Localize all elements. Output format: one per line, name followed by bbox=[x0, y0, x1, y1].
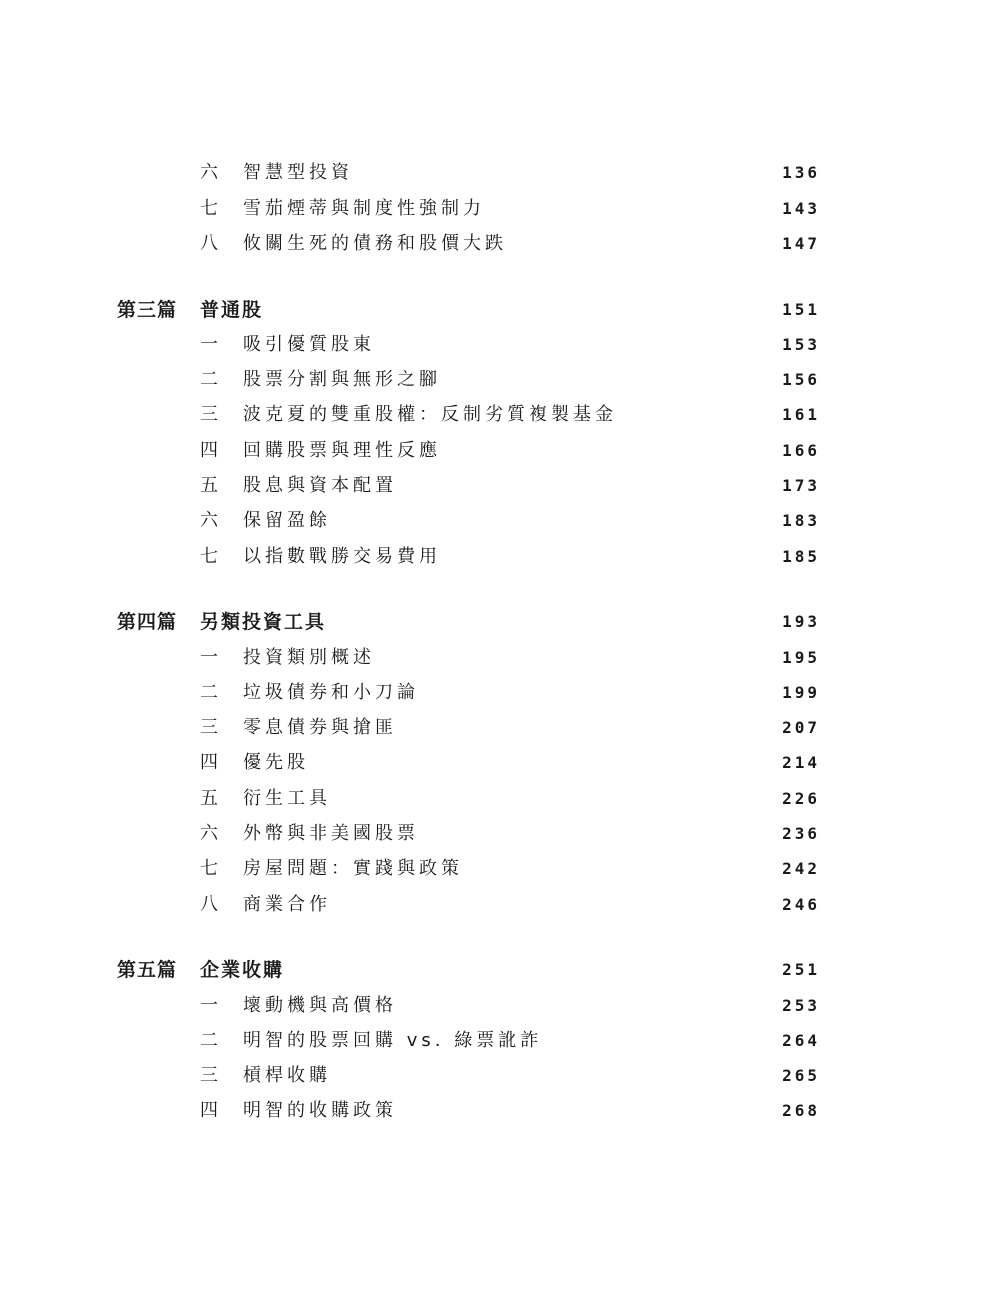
part-number: 第三篇 bbox=[117, 299, 178, 321]
chapter-number: 一 bbox=[200, 334, 218, 355]
chapter-number: 六 bbox=[200, 823, 218, 844]
chapter-number: 八 bbox=[200, 894, 218, 915]
part-number: 第五篇 bbox=[117, 959, 178, 981]
chapter-number: 六 bbox=[200, 162, 218, 183]
page-number: 166 bbox=[782, 441, 820, 460]
chapter-title: 雪茄煙蒂與制度性強制力 bbox=[243, 198, 485, 219]
page-number: 185 bbox=[782, 547, 820, 566]
chapter-number: 四 bbox=[200, 440, 218, 461]
page-number: 268 bbox=[782, 1101, 820, 1120]
chapter-number: 七 bbox=[200, 198, 218, 219]
chapter-number: 二 bbox=[200, 369, 218, 390]
chapter-title: 攸關生死的債務和股價大跌 bbox=[243, 233, 507, 254]
toc-chapter-row bbox=[0, 542, 1000, 572]
part-title: 企業收購 bbox=[200, 959, 285, 981]
toc-chapter-row bbox=[0, 506, 1000, 536]
page-number: 147 bbox=[782, 234, 820, 253]
chapter-number: 三 bbox=[200, 404, 218, 425]
chapter-title: 回購股票與理性反應 bbox=[243, 440, 441, 461]
chapter-number: 七 bbox=[200, 546, 218, 567]
page-number: 226 bbox=[782, 789, 820, 808]
chapter-number: 五 bbox=[200, 475, 218, 496]
toc-chapter-row bbox=[0, 748, 1000, 778]
page-number: 251 bbox=[782, 960, 820, 979]
toc-chapter-row bbox=[0, 400, 1000, 430]
toc-chapter-row bbox=[0, 713, 1000, 743]
chapter-title: 外幣與非美國股票 bbox=[243, 823, 419, 844]
page-number: 161 bbox=[782, 405, 820, 424]
part-title: 普通股 bbox=[200, 299, 264, 321]
chapter-title: 智慧型投資 bbox=[243, 162, 353, 183]
page-number: 199 bbox=[782, 683, 820, 702]
toc-part-row bbox=[0, 607, 1000, 637]
chapter-number: 三 bbox=[200, 1065, 218, 1086]
chapter-number: 二 bbox=[200, 1030, 218, 1051]
chapter-title: 商業合作 bbox=[243, 894, 331, 915]
part-title: 另類投資工具 bbox=[200, 611, 327, 633]
toc-chapter-row bbox=[0, 1096, 1000, 1126]
toc-part-row bbox=[0, 955, 1000, 985]
chapter-title: 槓桿收購 bbox=[243, 1065, 331, 1086]
chapter-title: 優先股 bbox=[243, 752, 309, 773]
toc-chapter-row bbox=[0, 158, 1000, 188]
page-number: 207 bbox=[782, 718, 820, 737]
page-number: 143 bbox=[782, 199, 820, 218]
chapter-title: 房屋問題：實踐與政策 bbox=[243, 858, 463, 879]
toc-chapter-row bbox=[0, 854, 1000, 884]
chapter-number: 七 bbox=[200, 858, 218, 879]
chapter-title: 保留盈餘 bbox=[243, 510, 331, 531]
toc-chapter-row bbox=[0, 330, 1000, 360]
chapter-title: 以指數戰勝交易費用 bbox=[243, 546, 441, 567]
toc-part-row bbox=[0, 295, 1000, 325]
toc-chapter-row bbox=[0, 819, 1000, 849]
page-number: 136 bbox=[782, 163, 820, 182]
chapter-number: 四 bbox=[200, 752, 218, 773]
toc-chapter-row bbox=[0, 365, 1000, 395]
chapter-title: 吸引優質股東 bbox=[243, 334, 375, 355]
page-number: 151 bbox=[782, 300, 820, 319]
chapter-title: 波克夏的雙重股權：反制劣質複製基金 bbox=[243, 404, 617, 425]
page-number: 264 bbox=[782, 1031, 820, 1050]
page-number: 242 bbox=[782, 859, 820, 878]
toc-chapter-row bbox=[0, 678, 1000, 708]
chapter-number: 四 bbox=[200, 1100, 218, 1121]
page-number: 236 bbox=[782, 824, 820, 843]
page-number: 183 bbox=[782, 511, 820, 530]
chapter-number: 三 bbox=[200, 717, 218, 738]
chapter-number: 六 bbox=[200, 510, 218, 531]
chapter-number: 一 bbox=[200, 647, 218, 668]
chapter-title: 壞動機與高價格 bbox=[243, 995, 397, 1016]
chapter-number: 八 bbox=[200, 233, 218, 254]
toc-chapter-row bbox=[0, 1026, 1000, 1056]
page-number: 246 bbox=[782, 895, 820, 914]
chapter-title: 明智的股票回購 vs. 綠票訛詐 bbox=[243, 1030, 543, 1051]
chapter-number: 二 bbox=[200, 682, 218, 703]
toc-chapter-row bbox=[0, 471, 1000, 501]
toc-chapter-row bbox=[0, 643, 1000, 673]
chapter-title: 衍生工具 bbox=[243, 788, 331, 809]
chapter-title: 垃圾債券和小刀論 bbox=[243, 682, 419, 703]
chapter-title: 投資類別概述 bbox=[243, 647, 375, 668]
page-number: 156 bbox=[782, 370, 820, 389]
chapter-number: 五 bbox=[200, 788, 218, 809]
toc-chapter-row bbox=[0, 991, 1000, 1021]
page-number: 214 bbox=[782, 753, 820, 772]
toc-chapter-row bbox=[0, 436, 1000, 466]
toc-chapter-row bbox=[0, 1061, 1000, 1091]
toc-chapter-row bbox=[0, 229, 1000, 259]
toc-chapter-row bbox=[0, 784, 1000, 814]
toc-chapter-row bbox=[0, 890, 1000, 920]
page-number: 193 bbox=[782, 612, 820, 631]
chapter-title: 股票分割與無形之腳 bbox=[243, 369, 441, 390]
page-number: 195 bbox=[782, 648, 820, 667]
toc-chapter-row bbox=[0, 194, 1000, 224]
chapter-title: 明智的收購政策 bbox=[243, 1100, 397, 1121]
page-number: 265 bbox=[782, 1066, 820, 1085]
chapter-number: 一 bbox=[200, 995, 218, 1016]
page-number: 253 bbox=[782, 996, 820, 1015]
chapter-title: 零息債券與搶匪 bbox=[243, 717, 397, 738]
page-number: 153 bbox=[782, 335, 820, 354]
page-number: 173 bbox=[782, 476, 820, 495]
part-number: 第四篇 bbox=[117, 611, 178, 633]
chapter-title: 股息與資本配置 bbox=[243, 475, 397, 496]
